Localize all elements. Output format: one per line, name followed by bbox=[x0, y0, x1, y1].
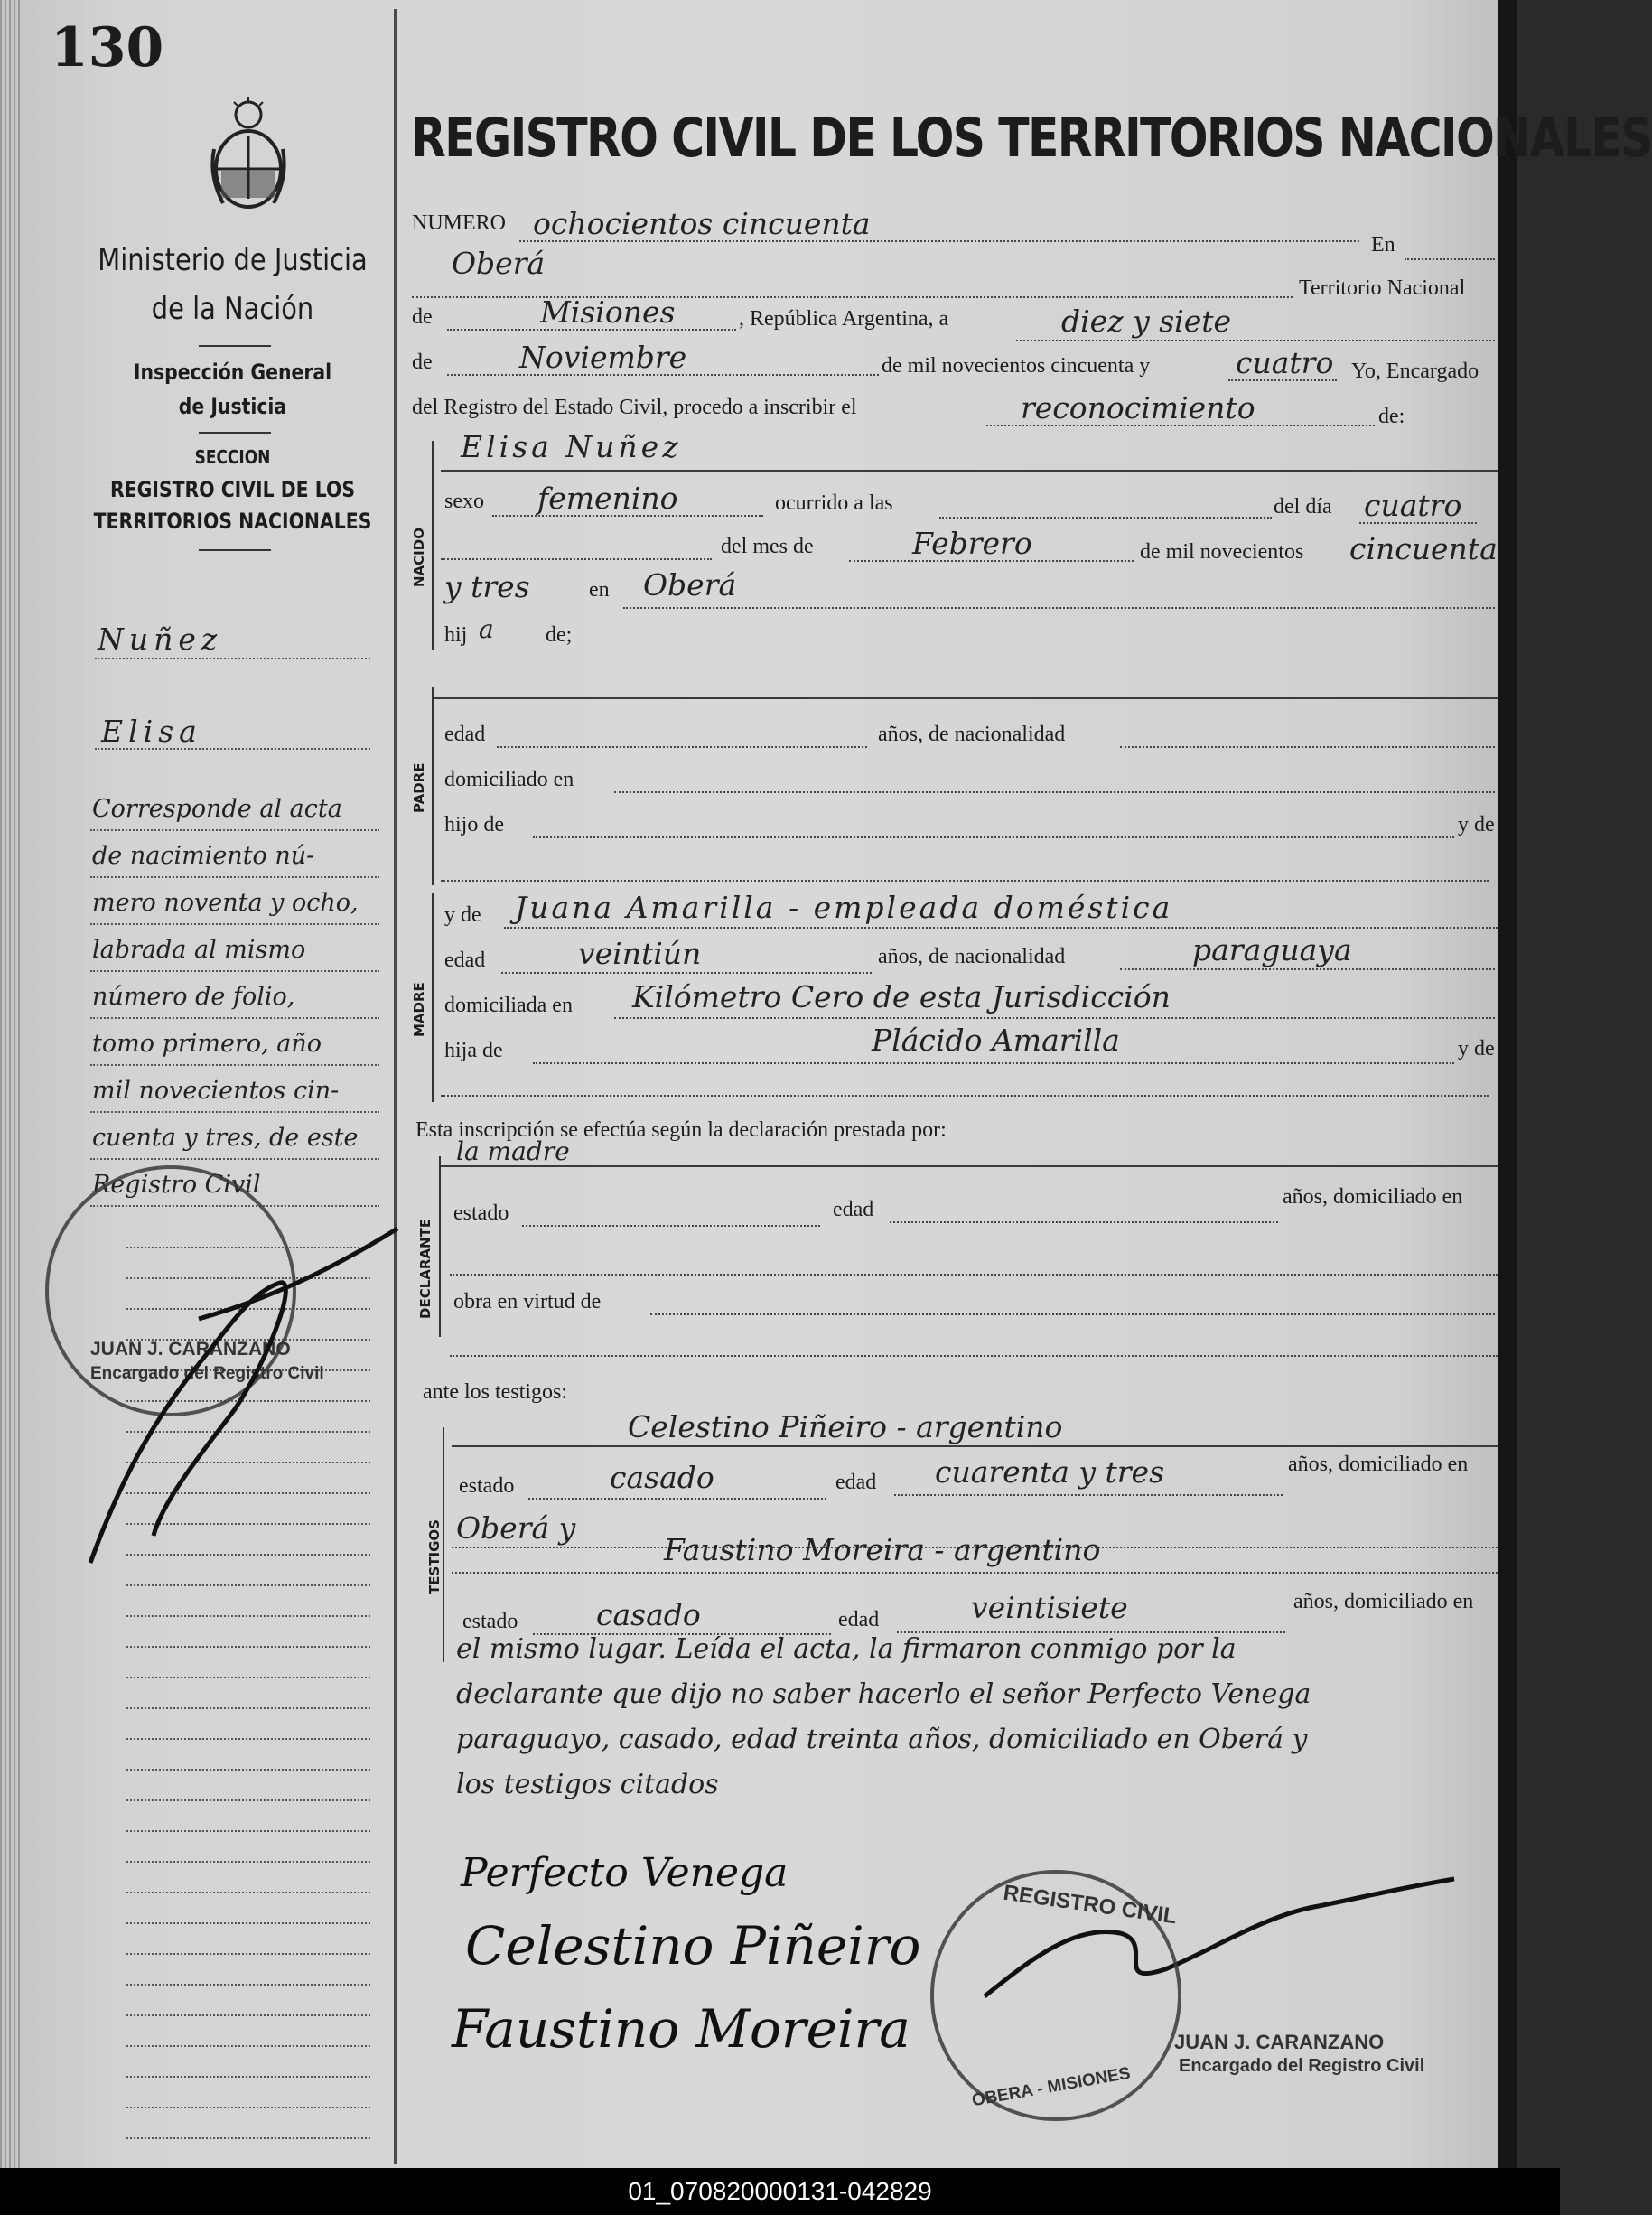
margin-ruled-line bbox=[126, 1953, 370, 1955]
hij-de-label: de; bbox=[546, 623, 573, 647]
en-label: En bbox=[1371, 233, 1395, 257]
dia-nac-value: cuatro bbox=[1364, 488, 1462, 523]
padre-hijo-label: hijo de bbox=[444, 813, 504, 836]
t1-edad-line bbox=[894, 1494, 1283, 1496]
testigos-section-label: TESTIGOS bbox=[426, 1519, 443, 1594]
t1-domicilio-value: Oberá y bbox=[456, 1510, 576, 1546]
margin-given-name: Elisa bbox=[101, 714, 202, 749]
section-line1: REGISTRO CIVIL DE LOS bbox=[109, 477, 356, 502]
anio-nac-value2: y tres bbox=[444, 569, 530, 604]
t1-estado-line bbox=[528, 1498, 826, 1500]
hij-label: hij bbox=[444, 623, 468, 647]
section-bracket bbox=[432, 893, 434, 1102]
madre-y-de: y de bbox=[1458, 1037, 1495, 1061]
t1-anios-label: años, domiciliado en bbox=[1288, 1453, 1469, 1476]
t2-edad-label: edad bbox=[838, 1608, 880, 1631]
madre-edad-line bbox=[501, 972, 872, 974]
margin-note-line: mil novecientos cin- bbox=[92, 1077, 340, 1105]
inspection-line2: de Justicia bbox=[178, 394, 287, 419]
madre-domicilio-value: Kilómetro Cero de esta Jurisdicción bbox=[632, 979, 1171, 1014]
republica-label: , República Argentina, a bbox=[739, 307, 949, 331]
margin-line bbox=[90, 1158, 379, 1160]
declarante-nombre-line bbox=[441, 1165, 1498, 1167]
declarante-edad-label: edad bbox=[833, 1198, 874, 1221]
blank-line bbox=[441, 558, 712, 560]
acto-value: reconocimiento bbox=[1021, 390, 1255, 425]
padre-nacionalidad-label: años, de nacionalidad bbox=[878, 723, 1066, 746]
de2-label: de: bbox=[1378, 405, 1405, 428]
margin-line bbox=[95, 658, 370, 659]
margin-note-line: Registro Civil bbox=[92, 1171, 261, 1199]
margin-ruled-line bbox=[126, 2107, 370, 2108]
divider bbox=[199, 345, 271, 347]
hora-line bbox=[939, 517, 1272, 519]
margin-ruled-line bbox=[126, 1984, 370, 1986]
margin-note-line: labrada al mismo bbox=[92, 936, 306, 964]
margin-signature bbox=[54, 1174, 434, 1581]
declarante-nombre: la madre bbox=[456, 1136, 570, 1166]
margin-ruled-line bbox=[126, 1615, 370, 1617]
section-bracket bbox=[432, 441, 434, 650]
madre-hija-label: hija de bbox=[444, 1039, 503, 1062]
padre-domicilio-label: domiciliado en bbox=[444, 768, 574, 791]
margin-note-line: de nacimiento nú- bbox=[92, 842, 315, 870]
nacido-label: NACIDO bbox=[411, 528, 427, 587]
madre-nacionalidad-label: años, de nacionalidad bbox=[878, 945, 1066, 968]
t1-edad-value: cuarenta y tres bbox=[935, 1454, 1165, 1490]
padre-hijo-line bbox=[533, 836, 1454, 838]
page-title: REGISTRO CIVIL DE LOS TERRITORIOS NACIONALES bbox=[411, 107, 1652, 170]
declarante-label: DECLARANTE bbox=[417, 1218, 434, 1319]
numero-label: NUMERO bbox=[412, 211, 507, 235]
footer-id: 01_070820000131-042829 bbox=[0, 2168, 1560, 2215]
margin-line bbox=[90, 876, 379, 878]
t2-nombre-line bbox=[452, 1572, 1498, 1574]
section-separator bbox=[432, 697, 1498, 699]
stamp-officer-name: JUAN J. CARANZANO bbox=[1174, 2031, 1385, 2053]
lugar-value: Oberá bbox=[452, 246, 546, 281]
lugar-nac-line bbox=[623, 607, 1495, 609]
argentina-coat-of-arms-icon bbox=[203, 95, 294, 217]
declarante-obra-label: obra en virtud de bbox=[453, 1290, 602, 1313]
closing-line: declarante que dijo no saber hacerlo el señor Perfecto Venega bbox=[456, 1678, 1311, 1710]
signature-testigo2: Faustino Moreira bbox=[452, 1998, 910, 2060]
mes-label: del mes de bbox=[721, 535, 814, 558]
sexo-value: femenino bbox=[537, 481, 678, 516]
hij-value: a bbox=[479, 614, 494, 644]
book-spine bbox=[1498, 0, 1517, 2168]
stamp-outer-text: REGISTRO CIVIL bbox=[1002, 1880, 1179, 1930]
padre-edad-label: edad bbox=[444, 723, 486, 746]
padre-label: PADRE bbox=[411, 762, 427, 813]
territorio-label: Territorio Nacional bbox=[1299, 276, 1466, 300]
declarante-edad-line bbox=[890, 1221, 1278, 1223]
ministry-line1: Ministerio de Justicia bbox=[98, 242, 368, 278]
stamp-officer-name: JUAN J. CARANZANO bbox=[90, 1339, 291, 1360]
madre-edad-value: veintiún bbox=[578, 936, 702, 971]
t2-anios-label: años, domiciliado en bbox=[1293, 1590, 1474, 1613]
madre-domicilio-line bbox=[614, 1017, 1495, 1019]
stamp-bottom-text: OBERA - MISIONES bbox=[970, 2063, 1133, 2111]
stamp-officer-role: Encargado del Registro Civil bbox=[1179, 2056, 1425, 2076]
madre-nombre-line bbox=[504, 927, 1498, 929]
yo-label: Yo, Encargado bbox=[1351, 360, 1479, 383]
margin-note-line: cuenta y tres, de este bbox=[92, 1124, 359, 1152]
padre-y-de-line bbox=[441, 880, 1489, 882]
en-nac-label: en bbox=[589, 578, 610, 602]
margin-ruled-line bbox=[126, 1861, 370, 1863]
margin-surname: Nuñez bbox=[98, 622, 223, 657]
lugar-nac-value: Oberá bbox=[643, 567, 737, 603]
declarante-estado-line bbox=[522, 1225, 820, 1227]
margin-ruled-line bbox=[126, 1769, 370, 1771]
margin-ruled-line bbox=[126, 1584, 370, 1586]
padre-nacionalidad-line bbox=[1120, 746, 1495, 748]
testigo1-nombre: Celestino Piñeiro - argentino bbox=[628, 1409, 1063, 1444]
page-edge bbox=[0, 0, 23, 2168]
declarante-obra-line bbox=[650, 1313, 1495, 1315]
de-label: de bbox=[412, 305, 433, 329]
t2-edad-value: veintisiete bbox=[971, 1590, 1128, 1625]
margin-ruled-line bbox=[126, 1646, 370, 1648]
numero-value: ochocientos cincuenta bbox=[533, 206, 871, 241]
margin-note-line: número de folio, bbox=[92, 983, 295, 1011]
inspection-line1: Inspección General bbox=[133, 360, 332, 385]
margin-ruled-line bbox=[126, 1799, 370, 1801]
margin-note-line: mero noventa y ocho, bbox=[92, 889, 359, 917]
margin-note-line: tomo primero, año bbox=[92, 1030, 322, 1058]
territorio-value: Misiones bbox=[540, 294, 676, 330]
madre-edad-label: edad bbox=[444, 949, 486, 972]
margin-line bbox=[90, 1111, 379, 1113]
signature-declarante: Perfecto Venega bbox=[461, 1850, 789, 1896]
nacido-nombre: Elisa Nuñez bbox=[461, 429, 682, 464]
divider bbox=[199, 549, 271, 551]
mil-label: de mil novecientos cincuenta y bbox=[882, 354, 1151, 378]
margin-ruled-line bbox=[126, 1922, 370, 1924]
nombre-line bbox=[441, 470, 1498, 472]
closing-line: los testigos citados bbox=[456, 1769, 719, 1800]
margin-ruled-line bbox=[126, 1707, 370, 1709]
en-line bbox=[1405, 258, 1495, 260]
madre-nombre-value: Juana Amarilla - empleada doméstica bbox=[515, 890, 1173, 925]
registro-label: del Registro del Estado Civil, procedo a inscribir el bbox=[412, 396, 857, 419]
margin-ruled-line bbox=[126, 1892, 370, 1893]
margin-line bbox=[90, 829, 379, 831]
padre-domicilio-line bbox=[614, 791, 1495, 793]
section-bracket bbox=[432, 687, 434, 885]
declarante-anios-label: años, domiciliado en bbox=[1283, 1185, 1463, 1209]
margin-line bbox=[90, 970, 379, 972]
margin-line bbox=[90, 1017, 379, 1019]
testigo1-line bbox=[452, 1445, 1498, 1447]
ministry-line2: de la Nación bbox=[151, 291, 314, 327]
sexo-label: sexo bbox=[444, 490, 484, 513]
margin-ruled-line bbox=[126, 2137, 370, 2139]
ocurrido-label: ocurrido a las bbox=[775, 491, 893, 515]
margin-line bbox=[90, 923, 379, 925]
closing-line: el mismo lugar. Leída el acta, la firmaron conmigo por la bbox=[456, 1633, 1237, 1665]
margin-ruled-line bbox=[126, 1830, 370, 1832]
mes-nac-value: Febrero bbox=[912, 526, 1032, 561]
t1-estado-label: estado bbox=[459, 1474, 515, 1498]
declarante-domicilio-line bbox=[450, 1274, 1498, 1276]
declarante-estado-label: estado bbox=[453, 1201, 509, 1225]
section-word: SECCION bbox=[194, 446, 271, 468]
dia-line bbox=[1016, 340, 1495, 341]
anio-value: cuatro bbox=[1236, 345, 1334, 380]
padre-edad-line bbox=[497, 746, 867, 748]
de-label: de bbox=[412, 350, 433, 374]
mes-value: Noviembre bbox=[519, 340, 687, 375]
madre-y-de-line bbox=[441, 1095, 1489, 1097]
madre-domicilio-label: domiciliada en bbox=[444, 994, 573, 1017]
margin-note-line: Corresponde al acta bbox=[92, 795, 342, 823]
divider bbox=[199, 432, 271, 434]
madre-y-de-label: y de bbox=[444, 903, 481, 927]
margin-ruled-line bbox=[126, 1738, 370, 1740]
madre-hija-line bbox=[533, 1062, 1454, 1064]
anio-nac-value1: cincuenta bbox=[1349, 531, 1498, 566]
madre-label: MADRE bbox=[411, 982, 427, 1037]
margin-line bbox=[95, 748, 370, 750]
t2-estado-label: estado bbox=[462, 1610, 518, 1633]
margin-divider bbox=[394, 9, 397, 2164]
signature-testigo1: Celestino Piñeiro bbox=[465, 1915, 921, 1977]
section-line2: TERRITORIOS NACIONALES bbox=[93, 509, 372, 534]
margin-ruled-line bbox=[126, 2045, 370, 2047]
declarante-obra-line2 bbox=[450, 1355, 1498, 1357]
t1-estado-value: casado bbox=[610, 1460, 714, 1495]
t2-estado-value: casado bbox=[596, 1597, 701, 1632]
madre-nacionalidad-line bbox=[1120, 968, 1495, 970]
margin-ruled-line bbox=[126, 2076, 370, 2078]
madre-nacionalidad-value: paraguaya bbox=[1192, 932, 1352, 967]
dia-value: diez y siete bbox=[1061, 304, 1232, 339]
t1-edad-label: edad bbox=[835, 1471, 877, 1494]
page-number: 130 bbox=[51, 16, 164, 79]
margin-ruled-line bbox=[126, 2014, 370, 2016]
testigo2-nombre: Faustino Moreira - argentino bbox=[664, 1532, 1101, 1567]
declaracion-label: Esta inscripción se efectúa según la declaración prestada por: bbox=[415, 1118, 947, 1142]
section-bracket bbox=[443, 1427, 444, 1662]
stamp-officer-role: Encargado del Registro Civil bbox=[90, 1364, 324, 1383]
margin-line bbox=[90, 1064, 379, 1066]
margin-ruled-line bbox=[126, 1677, 370, 1678]
madre-hija-value: Plácido Amarilla bbox=[872, 1023, 1120, 1058]
del-dia-label: del día bbox=[1274, 495, 1332, 519]
padre-y-de: y de bbox=[1458, 813, 1495, 836]
closing-line: paraguayo, casado, edad treinta años, domiciliado en Oberá y bbox=[456, 1724, 1308, 1755]
mil-nac-label: de mil novecientos bbox=[1140, 540, 1304, 564]
testigos-label: ante los testigos: bbox=[423, 1380, 567, 1404]
section-bracket bbox=[439, 1156, 441, 1337]
